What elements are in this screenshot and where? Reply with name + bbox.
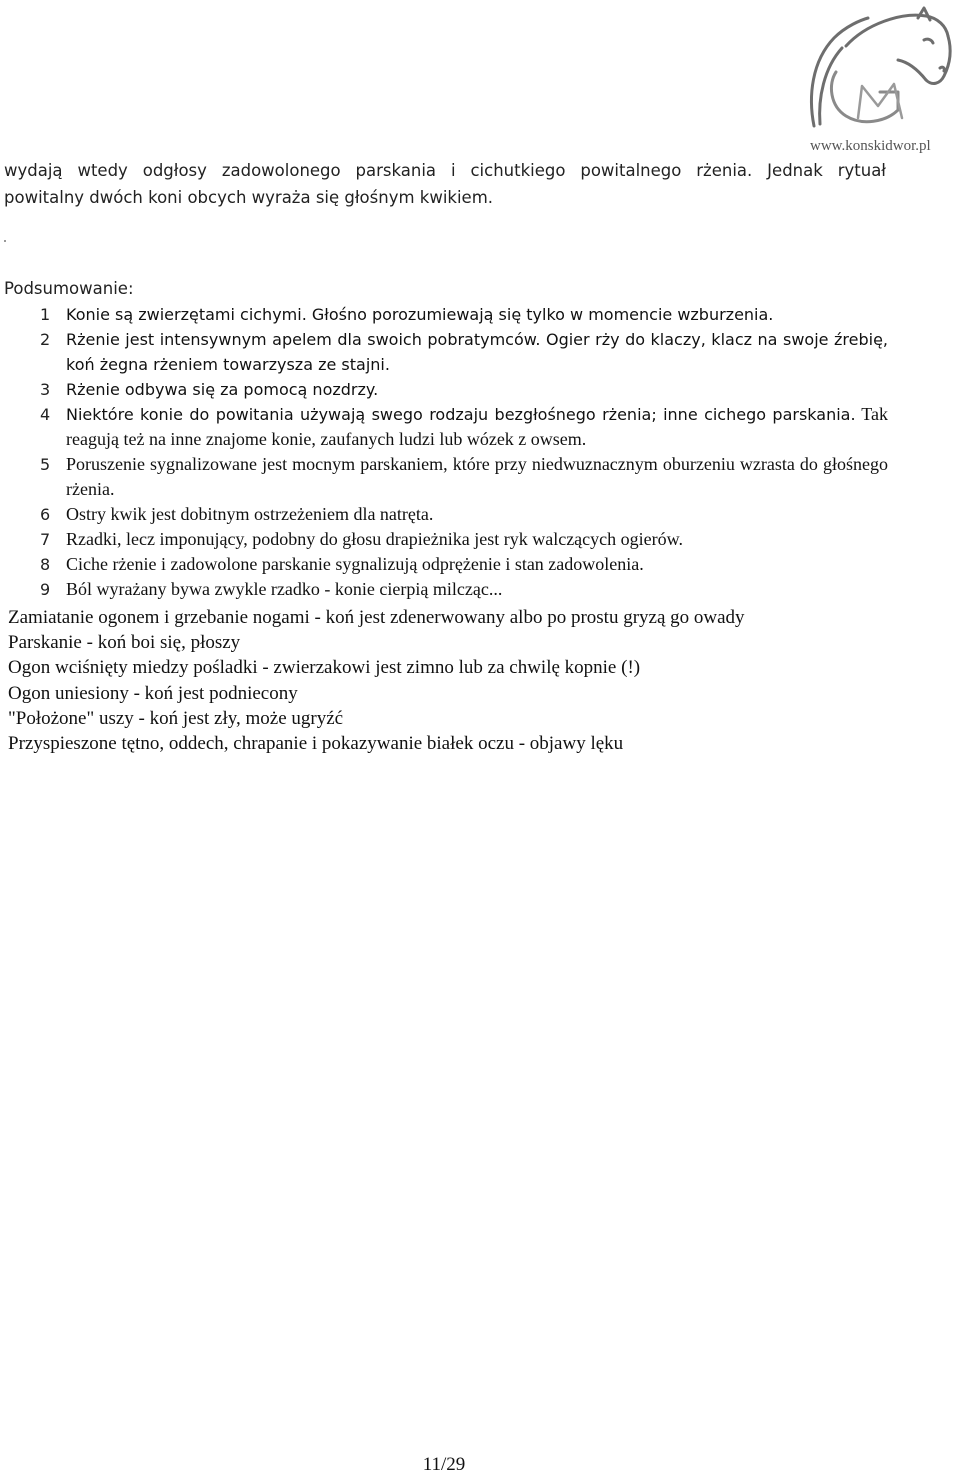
summary-heading: Podsumowanie:: [4, 279, 134, 298]
list-item-number: 4: [40, 405, 51, 424]
list-item-text: Ból wyrażany bywa zwykle rzadko - konie cierpią milcząc...: [66, 579, 503, 599]
list-item: [40, 552, 888, 577]
list-item-text: Ostry kwik jest dobitnym ostrzeżeniem dla natręta.: [66, 504, 434, 524]
list-item: [40, 377, 888, 402]
list-item-number: 7: [40, 530, 51, 549]
list-item-number: 3: [40, 380, 51, 399]
list-item-text: Rżenie jest intensywnym apelem dla swoich pobratymców. Ogier rży do klaczy, klacz na swoje źrebię, koń żegna rżeniem towarzysza ze stajni.: [66, 330, 888, 374]
list-item: [40, 577, 888, 602]
list-item-text-part: Tak reagują też na inne znajome konie, zaufanych ludzi lub wózek z owsem.: [66, 404, 888, 449]
behavior-line: "Położone" uszy - koń jest zły, może ugryźć: [8, 707, 344, 729]
list-item-text: Ciche rżenie i zadowolone parskanie sygnalizują odprężenie i stan zadowolenia.: [66, 554, 644, 574]
list-item: [40, 402, 888, 452]
list-item-text: Rżenie odbywa się za pomocą nozdrzy.: [66, 380, 379, 399]
list-item-text: [66, 402, 888, 452]
stray-mark: [4, 240, 6, 242]
list-item: [40, 327, 888, 377]
behavior-line: Zamiatanie ogonem i grzebanie nogami - koń jest zdenerwowany albo po prostu gryzą go owady: [8, 607, 745, 628]
intro-line-2: powitalny dwóch koni obcych wyraża się głośnym kwikiem.: [4, 188, 494, 207]
list-item: [40, 527, 888, 552]
list-item: [40, 502, 888, 527]
behavior-line: Przyspieszone tętno, oddech, chrapanie i pokazywanie białek oczu - objawy lęku: [8, 733, 624, 755]
behavior-line: Ogon uniesiony - koń jest podniecony: [8, 682, 298, 704]
list-item-number: 8: [40, 555, 51, 574]
intro-paragraph: [4, 157, 886, 211]
summary-list: [40, 302, 888, 602]
intro-line-1: wydają wtedy odgłosy zadowolonego parskania i cichutkiego powitalnego rżenia. Jednak rytuał: [4, 161, 886, 180]
list-item-number: 1: [40, 305, 51, 324]
behavior-line: Ogon wciśnięty miedzy pośladki - zwierzakowi jest zimno lub za chwilę kopnie (!): [8, 657, 641, 679]
list-item-number: 5: [40, 455, 51, 474]
list-item: [40, 452, 888, 502]
list-item-number: 6: [40, 505, 51, 524]
list-item-text-part: Niektóre konie do powitania używają swego rodzaju bezgłośnego rżenia; inne cichego parskania.: [66, 405, 856, 424]
list-item-number: 9: [40, 580, 51, 599]
list-item-text: Rzadki, lecz imponujący, podobny do głosu drapieżnika jest ryk walczących ogierów.: [66, 529, 683, 549]
list-item-number: 2: [40, 330, 51, 349]
list-item-text: Poruszenie sygnalizowane jest mocnym parskaniem, które przy niedwuznacznym oburzeniu wzrasta do głośnego rżenia.: [66, 454, 888, 499]
behavior-line: Parskanie - koń boi się, płoszy: [8, 632, 241, 654]
horse-head-logo-icon: [806, 6, 956, 141]
logo-url-text: www.konskidwor.pl: [810, 138, 931, 154]
site-logo: [806, 6, 956, 156]
list-item: [40, 302, 888, 327]
list-item-text: Konie są zwierzętami cichymi. Głośno porozumiewają się tylko w momencie wzburzenia.: [66, 305, 774, 324]
behavior-list: [8, 605, 745, 756]
page-number: 11/29: [422, 1454, 466, 1475]
